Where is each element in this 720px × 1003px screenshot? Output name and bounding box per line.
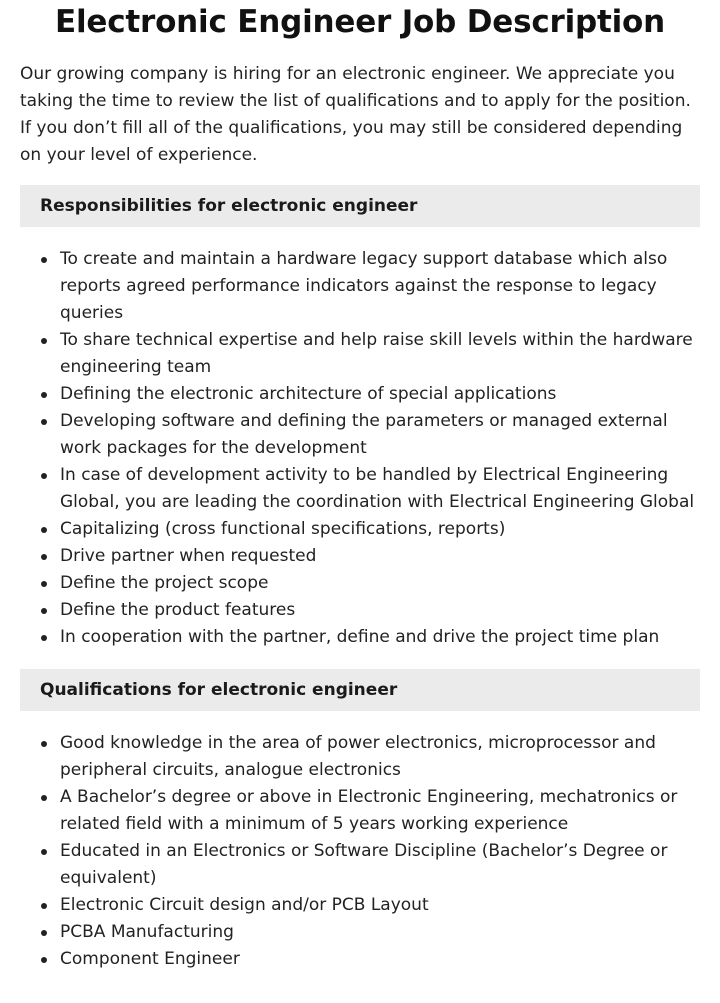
list-item: Define the project scope — [60, 570, 700, 597]
list-item: Define the product features — [60, 597, 700, 624]
responsibilities-heading: Responsibilities for electronic engineer — [20, 185, 700, 227]
list-item: Good knowledge in the area of power electronics, microprocessor and peripheral circuits, analogue electronics — [60, 730, 700, 784]
qualifications-list — [20, 730, 700, 973]
list-item: Developing software and defining the parameters or managed external work packages for the development — [60, 408, 700, 462]
list-item: Component Engineer — [60, 946, 700, 973]
list-item: In case of development activity to be handled by Electrical Engineering Global, you are leading the coordination with Electrical Engineering Global — [60, 462, 700, 516]
page-title: Electronic Engineer Job Description — [54, 4, 666, 40]
list-item: Educated in an Electronics or Software Discipline (Bachelor’s Degree or equivalent) — [60, 838, 700, 892]
qualifications-heading: Qualifications for electronic engineer — [20, 669, 700, 711]
list-item: PCBA Manufacturing — [60, 919, 700, 946]
responsibilities-list — [20, 246, 700, 651]
list-item: A Bachelor’s degree or above in Electronic Engineering, mechatronics or related field with a minimum of 5 years working experience — [60, 784, 700, 838]
list-item: To create and maintain a hardware legacy support database which also reports agreed performance indicators against the response to legacy queries — [60, 246, 700, 327]
list-item: In cooperation with the partner, define and drive the project time plan — [60, 624, 700, 651]
list-item: Defining the electronic architecture of special applications — [60, 381, 700, 408]
intro-paragraph: Our growing company is hiring for an electronic engineer. We appreciate you taking the time to review the list of qualifications and to apply for the position. If you don’t fill all of the qualifications, you may still be considered depending on your level of experience. — [20, 64, 691, 165]
list-item: Capitalizing (cross functional specifications, reports) — [60, 516, 700, 543]
list-item: Drive partner when requested — [60, 543, 700, 570]
list-item: To share technical expertise and help raise skill levels within the hardware engineering team — [60, 327, 700, 381]
list-item: Electronic Circuit design and/or PCB Layout — [60, 892, 700, 919]
